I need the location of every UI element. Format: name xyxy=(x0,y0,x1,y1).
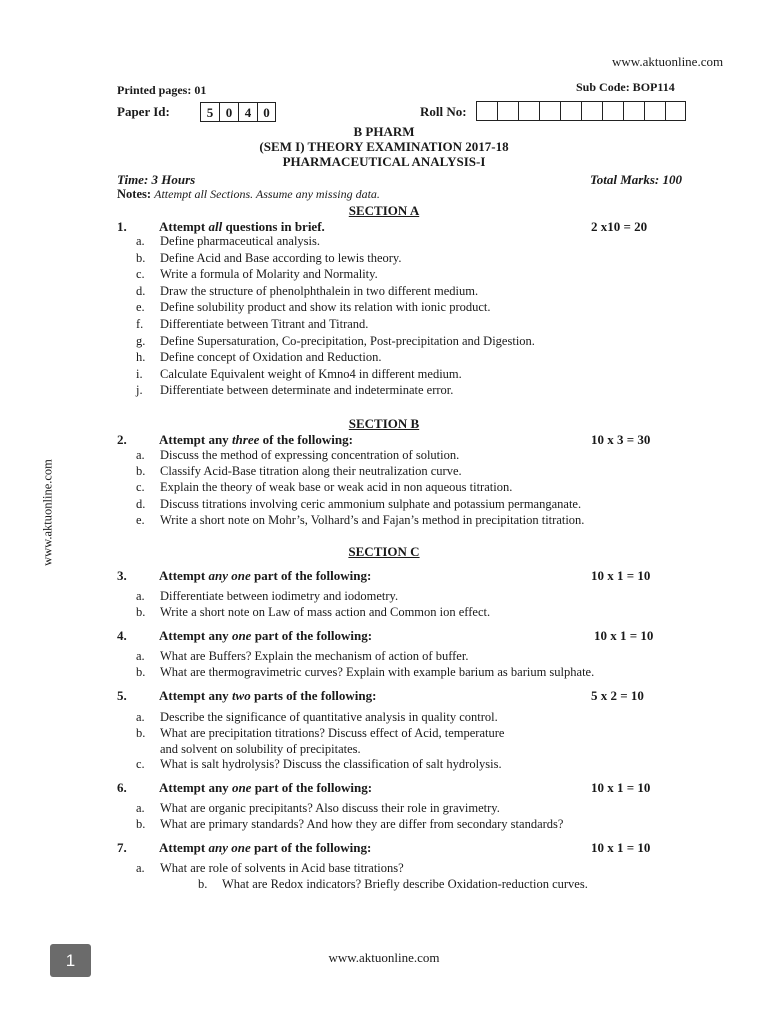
item-text: Write a short note on Law of mass action and Common ion effect. xyxy=(160,605,491,620)
item-letter: c. xyxy=(136,480,145,495)
question-item xyxy=(136,334,535,349)
sub-code: Sub Code: BOP114 xyxy=(576,80,675,94)
question-item xyxy=(136,665,594,680)
item-letter: b. xyxy=(136,725,146,740)
item-text: Define Acid and Base according to lewis theory. xyxy=(160,250,402,265)
item-letter: i. xyxy=(136,366,143,381)
roll-no-cell[interactable] xyxy=(518,101,539,121)
instruction-emphasis: any one xyxy=(208,568,251,583)
question-item xyxy=(136,605,490,620)
paper-id-digit: 0 xyxy=(257,102,276,122)
item-letter: d. xyxy=(136,283,146,298)
question-item xyxy=(136,726,504,741)
item-text: Write a short note on Mohr’s, Volhard’s and Fajan’s method in precipitation titration. xyxy=(160,512,585,527)
instruction-post: part of the following: xyxy=(250,568,372,583)
instruction-emphasis: three xyxy=(231,432,260,447)
item-letter: a. xyxy=(136,649,145,663)
instruction-pre: Attempt xyxy=(159,840,209,855)
total-marks: Total Marks: 100 xyxy=(590,172,682,187)
item-text: What are organic precipitants? Also discuss their role in gravimetry. xyxy=(160,801,500,815)
question-marks: 10 x 1 = 10 xyxy=(591,840,651,855)
question-instruction xyxy=(159,688,376,704)
question-item xyxy=(136,742,361,757)
item-text: Define pharmaceutical analysis. xyxy=(160,234,320,248)
roll-no-boxes[interactable] xyxy=(476,101,686,121)
item-text: Discuss the method of expressing concentration of solution. xyxy=(160,448,460,462)
notes-label: Notes: xyxy=(117,187,152,201)
item-text: What are precipitation titrations? Discuss effect of Acid, temperature xyxy=(160,725,505,740)
page-number-badge[interactable]: 1 xyxy=(50,944,91,977)
site-url-bottom: www.aktuonline.com xyxy=(328,950,440,965)
paper-id-digit: 4 xyxy=(238,102,257,122)
instruction-pre: Attempt any xyxy=(159,432,232,447)
question-item xyxy=(136,367,462,382)
question-marks: 10 x 1 = 10 xyxy=(591,568,651,583)
item-letter: e. xyxy=(136,300,145,315)
item-letter: g. xyxy=(136,333,146,348)
item-letter: a. xyxy=(136,234,145,248)
item-text: What are thermogravimetric curves? Explain with example barium as barium sulphate. xyxy=(160,665,595,680)
question-item xyxy=(136,317,368,332)
question-instruction xyxy=(159,219,325,235)
question-item xyxy=(136,284,478,299)
item-text: Draw the structure of phenolphthalein in two different medium. xyxy=(160,283,479,298)
item-text: Define Supersaturation, Co-precipitation, Post-precipitation and Digestion. xyxy=(160,333,535,348)
instruction-pre: Attempt any xyxy=(159,628,232,643)
roll-no-cell[interactable] xyxy=(560,101,581,121)
question-marks: 2 x10 = 20 xyxy=(591,219,648,234)
section-b-title: SECTION B xyxy=(348,416,420,431)
item-text: What is salt hydrolysis? Discuss the classification of salt hydrolysis. xyxy=(160,757,502,772)
item-text: Define solubility product and show its relation with ionic product. xyxy=(160,300,491,315)
item-letter: a. xyxy=(136,861,145,875)
item-text: Differentiate between determinate and indeterminate error. xyxy=(160,383,454,398)
item-text: Discuss titrations involving ceric ammonium sulphate and potassium permanganate. xyxy=(160,496,582,511)
question-item xyxy=(136,757,502,772)
roll-no-label: Roll No: xyxy=(420,104,467,119)
item-text: Explain the theory of weak base or weak acid in non aqueous titration. xyxy=(160,480,513,495)
instruction-emphasis: two xyxy=(231,688,251,703)
item-letter: h. xyxy=(136,350,146,365)
question-item xyxy=(136,861,404,876)
paper-id-digit: 5 xyxy=(200,102,219,122)
question-item xyxy=(136,801,500,816)
instruction-pre: Attempt xyxy=(159,219,209,234)
item-letter: b. xyxy=(136,605,146,620)
instruction-emphasis: one xyxy=(231,628,252,643)
paper-id-boxes xyxy=(200,102,276,122)
question-item xyxy=(136,464,462,479)
instruction-emphasis: any one xyxy=(208,840,251,855)
item-text: Differentiate between Titrant and Titrand. xyxy=(160,317,369,331)
question-item xyxy=(136,383,453,398)
question-instruction xyxy=(159,840,371,856)
question-item xyxy=(136,817,563,832)
notes xyxy=(117,187,380,202)
item-letter: a. xyxy=(136,801,145,815)
instruction-post: part of the following: xyxy=(251,780,373,795)
roll-no-cell[interactable] xyxy=(665,101,686,121)
roll-no-cell[interactable] xyxy=(602,101,623,121)
instruction-post: part of the following: xyxy=(250,840,372,855)
item-text: Differentiate between iodimetry and iodometry. xyxy=(160,589,399,603)
instruction-emphasis: one xyxy=(231,780,252,795)
site-url-top: www.aktuonline.com xyxy=(612,54,724,69)
question-item xyxy=(136,448,459,463)
section-c-title: SECTION C xyxy=(348,544,420,559)
exam-title: (SEM I) THEORY EXAMINATION 2017-18 xyxy=(259,139,509,154)
item-letter: f. xyxy=(136,317,144,331)
item-text: What are primary standards? And how they are differ from secondary standards? xyxy=(160,817,564,832)
instruction-post: parts of the following: xyxy=(250,688,377,703)
item-letter: a. xyxy=(136,448,145,462)
printed-pages: Printed pages: 01 xyxy=(117,83,207,97)
question-marks: 5 x 2 = 10 xyxy=(591,688,644,703)
roll-no-cell[interactable] xyxy=(623,101,644,121)
question-instruction xyxy=(159,568,371,584)
question-number: 7. xyxy=(117,840,127,855)
question-instruction xyxy=(159,780,372,796)
instruction-post: of the following: xyxy=(259,432,353,447)
side-watermark: www.aktuonline.com xyxy=(40,459,55,566)
question-instruction xyxy=(159,432,353,448)
question-item xyxy=(136,234,320,249)
item-letter: b. xyxy=(136,464,146,479)
subject-title: PHARMACEUTICAL ANALYSIS-I xyxy=(282,154,486,169)
notes-text: Attempt all Sections. Assume any missing data. xyxy=(154,187,380,201)
question-item xyxy=(136,649,468,664)
paper-id-label: Paper Id: xyxy=(117,104,170,119)
question-item xyxy=(136,589,398,604)
item-letter: c. xyxy=(136,267,145,282)
time-label: Time: 3 Hours xyxy=(117,172,196,187)
question-item xyxy=(136,251,401,266)
program-title: B PHARM xyxy=(353,124,415,139)
roll-no-cell[interactable] xyxy=(539,101,560,121)
question-marks: 10 x 1 = 10 xyxy=(591,780,651,795)
question-instruction xyxy=(159,628,372,644)
instruction-pre: Attempt xyxy=(159,568,209,583)
paper-id-digit: 0 xyxy=(219,102,238,122)
question-number: 2. xyxy=(117,432,127,447)
item-text: Classify Acid-Base titration along their neutralization curve. xyxy=(160,464,462,479)
question-marks: 10 x 1 = 10 xyxy=(594,628,654,643)
item-letter: b. xyxy=(198,877,208,892)
instruction-post: questions in brief. xyxy=(222,219,325,234)
item-letter: e. xyxy=(136,512,145,527)
item-letter: b. xyxy=(136,665,146,680)
question-number: 5. xyxy=(117,688,127,703)
question-number: 1. xyxy=(117,219,127,234)
item-text: Describe the significance of quantitative analysis in quality control. xyxy=(160,710,498,724)
item-letter: c. xyxy=(136,757,145,772)
question-item xyxy=(136,513,584,528)
question-item xyxy=(136,497,581,512)
question-marks: 10 x 3 = 30 xyxy=(591,432,651,447)
item-text: Calculate Equivalent weight of Kmno4 in different medium. xyxy=(160,366,462,381)
item-letter: b. xyxy=(136,817,146,832)
roll-no-cell[interactable] xyxy=(476,101,497,121)
item-letter: j. xyxy=(136,383,143,398)
question-number: 4. xyxy=(117,628,127,643)
item-letter: d. xyxy=(136,496,146,511)
question-item xyxy=(136,300,491,315)
question-item xyxy=(136,710,498,725)
roll-no-cell[interactable] xyxy=(497,101,518,121)
roll-no-cell[interactable] xyxy=(581,101,602,121)
question-item xyxy=(136,350,381,365)
item-text: Write a formula of Molarity and Normality. xyxy=(160,267,378,282)
item-text: What are Redox indicators? Briefly describe Oxidation-reduction curves. xyxy=(222,877,588,892)
item-text: What are role of solvents in Acid base titrations? xyxy=(160,861,404,875)
item-text: What are Buffers? Explain the mechanism of action of buffer. xyxy=(160,649,469,663)
instruction-emphasis: all xyxy=(208,219,223,234)
item-text: Define concept of Oxidation and Reduction. xyxy=(160,350,382,365)
question-number: 3. xyxy=(117,568,127,583)
item-letter: b. xyxy=(136,250,146,265)
question-item xyxy=(136,267,378,282)
instruction-post: part of the following: xyxy=(251,628,373,643)
question-item xyxy=(136,480,512,495)
question-item xyxy=(198,877,588,892)
item-letter: a. xyxy=(136,710,145,724)
instruction-pre: Attempt any xyxy=(159,688,232,703)
roll-no-cell[interactable] xyxy=(644,101,665,121)
item-letter: a. xyxy=(136,589,145,603)
instruction-pre: Attempt any xyxy=(159,780,232,795)
question-number: 6. xyxy=(117,780,127,795)
item-text: and solvent on solubility of precipitates. xyxy=(160,741,361,756)
section-a-title: SECTION A xyxy=(348,203,420,218)
